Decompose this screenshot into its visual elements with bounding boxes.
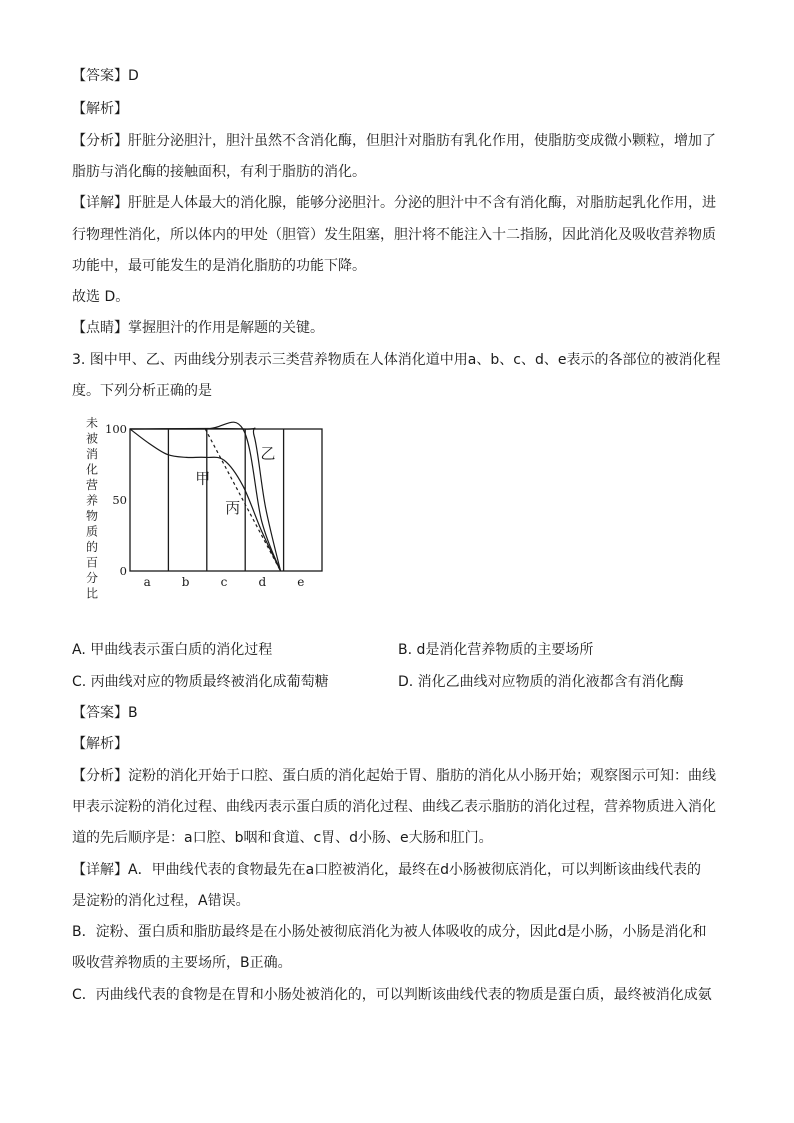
question-stem-line-1: 3. 图中甲、乙、丙曲线分别表示三类营养物质在人体消化道中用a、b、c、d、e表示的各部位的被消化程 xyxy=(72,352,721,368)
y-axis-label-char: 分 xyxy=(85,571,99,585)
fenxi-line-2: 脂肪与消化酶的接触面积，有利于脂肪的消化。 xyxy=(72,164,366,180)
y-axis-label-char: 消 xyxy=(85,447,99,461)
y-tick-label: 0 xyxy=(119,564,127,578)
xiangjie-line-3: 功能中，最可能发生的是消化脂肪的功能下降。 xyxy=(72,258,366,274)
y-axis-label-char: 未 xyxy=(85,416,99,430)
chart-series xyxy=(130,422,281,571)
x-tick-label: a xyxy=(143,575,151,589)
option-b: B. d是消化营养物质的主要场所 xyxy=(398,642,594,658)
x-axis-ticks xyxy=(144,575,305,589)
option-d: D. 消化乙曲线对应物质的消化液都含有消化酶 xyxy=(398,674,684,690)
y-axis-ticks xyxy=(105,422,127,578)
x-tick-label: b xyxy=(181,575,190,589)
b-explain-line-1: B．淀粉、蛋白质和脂肪最终是在小肠处被彻底消化为被人体吸收的成分，因此d是小肠，小肠是消化和 xyxy=(72,924,707,940)
y-axis-label-char: 营 xyxy=(85,478,99,492)
y-axis-label-char: 养 xyxy=(85,493,99,508)
series-line-丙 xyxy=(130,422,281,571)
choose-line: 故选 D。 xyxy=(72,289,130,305)
xiangjie2-line-2: 是淀粉的消化过程，A错误。 xyxy=(72,893,250,909)
fenxi2-line-1: 【分析】淀粉的消化开始于口腔、蛋白质的消化起始于胃、脂肪的消化从小肠开始；观察图示可知：曲线 xyxy=(72,768,716,784)
x-tick-label: d xyxy=(258,575,267,589)
c-explain-line: C．丙曲线代表的食物是在胃和小肠处被消化的，可以判断该曲线代表的物质是蛋白质，最终被消化成氨 xyxy=(72,987,712,1003)
x-tick-label: e xyxy=(297,575,305,589)
fenxi-line-1: 【分析】肝脏分泌胆汁，胆汁虽然不含消化酶，但胆汁对脂肪有乳化作用，使脂肪变成微小颗粒，增加了 xyxy=(72,133,716,149)
y-axis-label-char: 物 xyxy=(85,509,99,523)
analysis-heading: 【解析】 xyxy=(72,101,128,117)
option-a: A. 甲曲线表示蛋白质的消化过程 xyxy=(72,642,273,658)
series-label: 甲 xyxy=(195,469,211,488)
y-axis-label-char: 化 xyxy=(85,462,99,477)
y-axis-label-char: 被 xyxy=(85,431,99,446)
b-explain-line-2: 吸收营养物质的主要场所，B正确。 xyxy=(72,955,292,971)
x-tick-label: c xyxy=(220,575,228,589)
y-tick-label: 100 xyxy=(105,422,127,436)
option-c: C. 丙曲线对应的物质最终被消化成葡萄糖 xyxy=(72,674,329,690)
series-label: 乙 xyxy=(260,444,276,463)
y-tick-label: 50 xyxy=(112,493,127,507)
question-stem-line-2: 度。下列分析正确的是 xyxy=(72,383,212,399)
series-label: 丙 xyxy=(225,498,241,517)
y-axis-label-char: 比 xyxy=(85,586,99,601)
y-axis-label-char: 质 xyxy=(85,524,99,539)
y-axis-label-char: 百 xyxy=(85,555,99,570)
answer2-line: 【答案】B xyxy=(72,705,138,721)
xiangjie2-line-1: 【详解】A．甲曲线代表的食物最先在a口腔被消化，最终在d小肠被彻底消化，可以判断该曲线代表的 xyxy=(72,862,702,878)
digestion-chart xyxy=(72,415,342,615)
fenxi2-line-3: 道的先后顺序是：a口腔、b咽和食道、c胃、d小肠、e大肠和肛门。 xyxy=(72,830,493,846)
xiangjie-line-2: 行物理性消化，所以体内的甲处（胆管）发生阻塞，胆汁将不能注入十二指肠，因此消化及吸收营养物质 xyxy=(72,227,716,243)
answer-line: 【答案】D xyxy=(72,68,139,84)
xiangjie-line-1: 【详解】肝脏是人体最大的消化腺，能够分泌胆汁。分泌的胆汁中不含有消化酶，对脂肪起乳化作用，进 xyxy=(72,195,716,211)
y-axis-label xyxy=(86,415,98,601)
fenxi2-line-2: 甲表示淀粉的消化过程、曲线丙表示蛋白质的消化过程、曲线乙表示脂肪的消化过程，营养物质进入消化 xyxy=(72,799,716,815)
y-axis-label-char: 的 xyxy=(85,540,99,554)
dianjing-line: 【点睛】掌握胆汁的作用是解题的关键。 xyxy=(72,320,324,336)
analysis2-heading: 【解析】 xyxy=(72,736,128,752)
